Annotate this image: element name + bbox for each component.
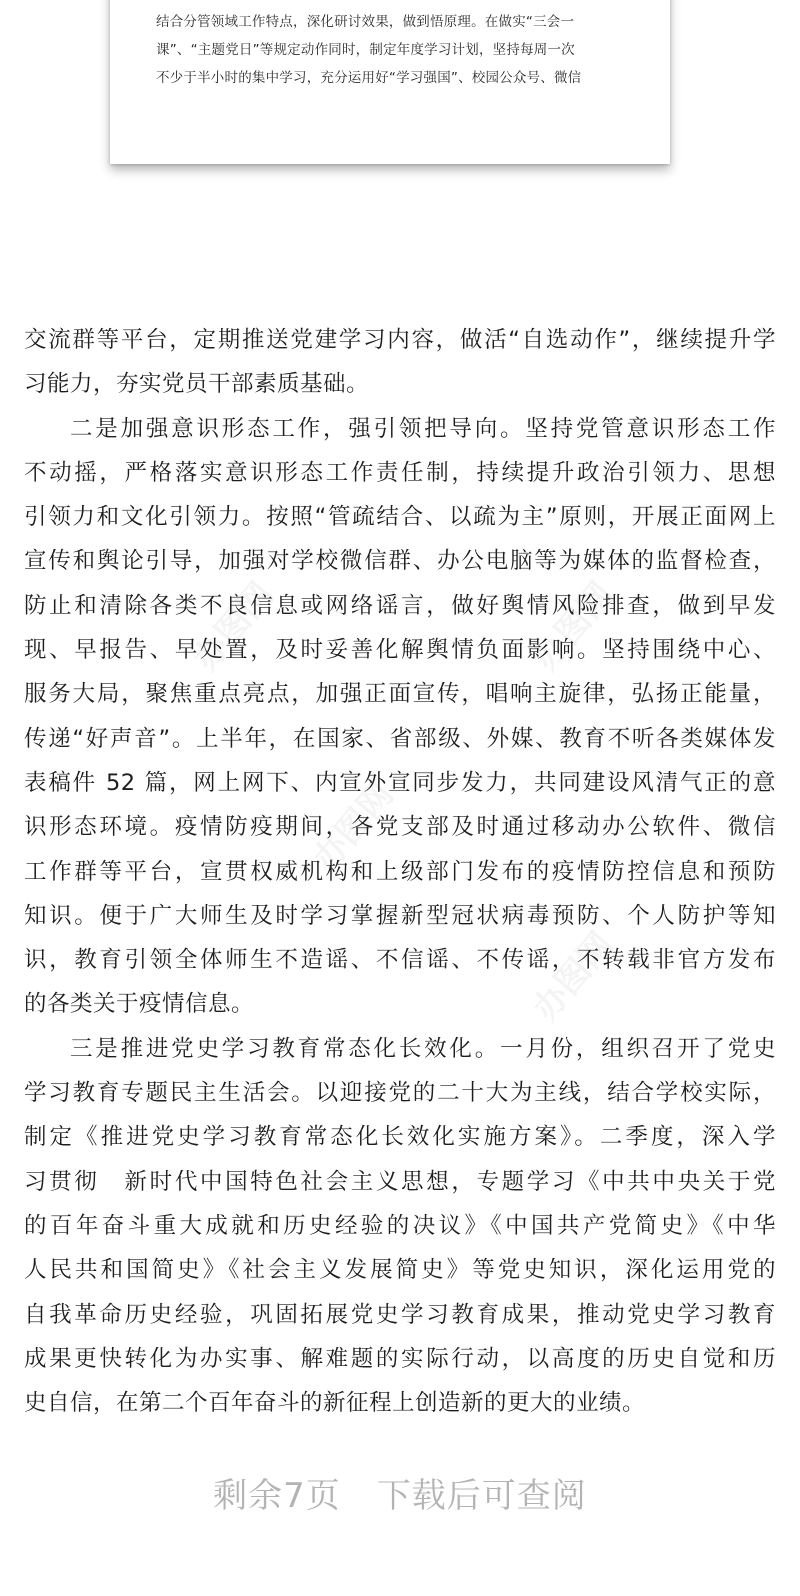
body-line: 知识。便于广大师生及时学习掌握新型冠状病毒预防、个人防护等知 — [24, 902, 776, 929]
body-line: 制定《推进党史学习教育常态化长效化实施方案》。二季度，深入学 — [24, 1124, 776, 1151]
watermark: 办图网 — [185, 574, 282, 679]
body-line: 宣传和舆论引导，加强对学校微信群、办公电脑等为媒体的监督检查， — [24, 548, 776, 575]
body-line: 史自信，在第二个百年奋斗的新征程上创造新的更大的业绩。 — [24, 1390, 646, 1417]
watermark: 办图网 — [525, 574, 622, 679]
preview-line: 课”、“主题党日”等规定动作同时，制定年度学习计划，坚持每周一次 — [156, 42, 575, 58]
body-line: 工作群等平台，宣贯权威机构和上级部门发布的疫情防控信息和预防 — [24, 858, 776, 885]
watermark: 办图网 — [305, 774, 402, 879]
paragraph-start-line: 二是加强意识形态工作，强引领把导向。坚持党管意识形态工作 — [70, 415, 776, 442]
preview-line: 不少于半小时的集中学习，充分运用好“学习强国”、校园公众号、微信 — [156, 70, 582, 86]
remaining-pages-label: 剩余7页 — [213, 1476, 341, 1516]
body-line: 人民共和国简史》《社会主义发展简史》等党史知识，深化运用党的 — [24, 1257, 776, 1284]
body-line: 交流群等平台，定期推送党建学习内容，做活“自选动作”，继续提升学 — [24, 327, 776, 353]
body-line: 引领力和文化引领力。按照“管疏结合、以疏为主”原则，开展正面网上 — [24, 504, 776, 531]
body-line: 成果更快转化为办实事、解难题的实际行动，以高度的历史自觉和历 — [24, 1345, 776, 1372]
download-prompt[interactable] — [0, 1468, 800, 1517]
body-line: 习贯彻 新时代中国特色社会主义思想，专题学习《中共中央关于党 — [24, 1168, 776, 1195]
body-line: 传递“好声音”。上半年，在国家、省部级、外媒、教育不听各类媒体发 — [24, 725, 776, 752]
body-line: 不动摇，严格落实意识形态工作责任制，持续提升政治引领力、思想 — [24, 459, 776, 486]
watermark: 办图网 — [525, 924, 622, 1029]
body-line: 的各类关于疫情信息。 — [24, 991, 255, 1018]
body-line: 表稿件 52 篇，网上网下、内宣外宣同步发力，共同建设风清气正的意 — [24, 769, 776, 796]
body-line: 现、早报告、早处置，及时妥善化解舆情负面影响。坚持围绕中心、 — [24, 637, 776, 664]
body-line: 识，教育引领全体师生不造谣、不信谣、不传谣，不转载非官方发布 — [24, 947, 776, 974]
document-body — [24, 318, 776, 1425]
body-line: 识形态环境。疫情防疫期间，各党支部及时通过移动办公软件、微信 — [24, 814, 776, 841]
body-line: 学习教育专题民主生活会。以迎接党的二十大为主线，结合学校实际， — [24, 1080, 776, 1107]
page-preview-card — [110, 0, 670, 164]
paragraph-start-line: 三是推进党史学习教育常态化长效化。一月份，组织召开了党史 — [70, 1035, 776, 1062]
body-line: 自我革命历史经验，巩固拓展党史学习教育成果，推动党史学习教育 — [24, 1301, 776, 1328]
body-line: 习能力，夯实党员干部素质基础。 — [24, 371, 370, 398]
body-line: 防止和清除各类不良信息或网络谣言，做好舆情风险排查，做到早发 — [24, 592, 776, 619]
body-line: 的百年奋斗重大成就和历史经验的决议》《中国共产党简史》《中华 — [24, 1212, 776, 1239]
body-line: 服务大局，聚焦重点亮点，加强正面宣传，唱响主旋律，弘扬正能量， — [24, 681, 776, 708]
preview-line: 结合分管领域工作特点，深化研讨效果，做到悟原理。在做实“三会一 — [156, 14, 575, 30]
download-hint-label: 下载后可查阅 — [376, 1476, 587, 1516]
